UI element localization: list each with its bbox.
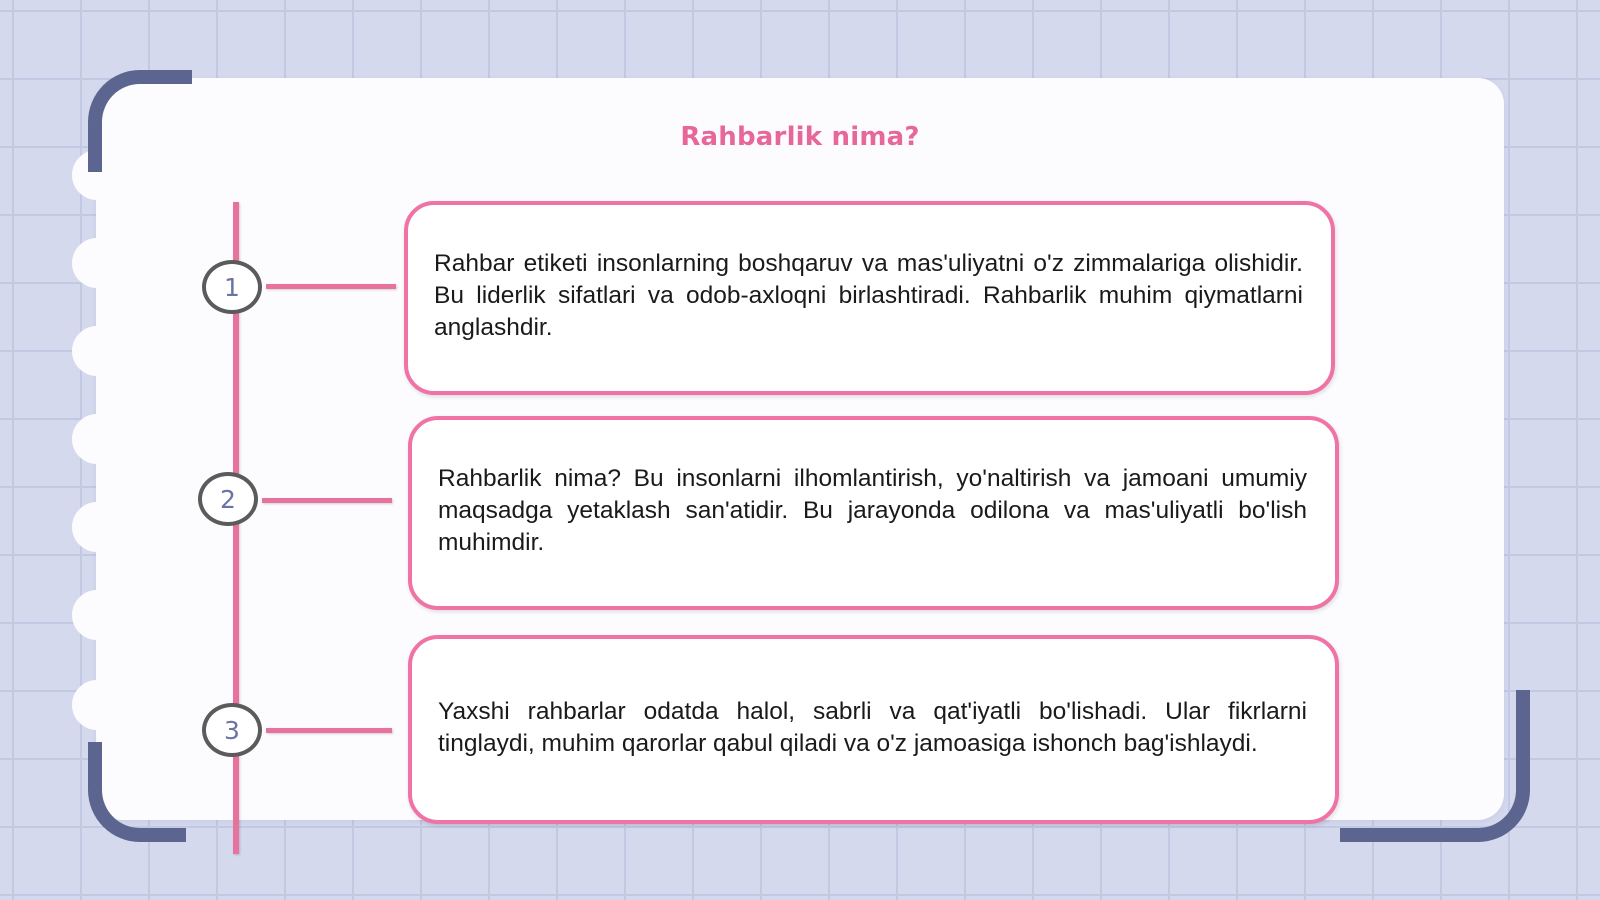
notebook-tab: [72, 414, 126, 464]
corner-bracket-bottom-left: [88, 742, 186, 842]
step-3-card: [408, 635, 1339, 824]
notebook-tab: [72, 502, 126, 552]
step-1-badge: 1: [202, 260, 262, 314]
timeline-connector: [266, 728, 392, 733]
step-2-text: Rahbarlik nima? Bu insonlarni ilhomlantirish, yo'naltirish va jamoani umumiy maqsadga yetaklash san'atidir. Bu jarayonda odilona va mas'uliyatli bo'lish muhimdir.: [438, 465, 1307, 556]
notebook-tab: [72, 680, 126, 730]
step-1-card: [404, 201, 1335, 395]
step-2-card: [408, 416, 1339, 610]
notebook-tab: [72, 238, 126, 288]
corner-bracket-top-left: [88, 70, 192, 172]
timeline-connector: [262, 498, 392, 503]
timeline-connector: [266, 284, 396, 289]
corner-bracket-bottom-right: [1340, 690, 1530, 842]
step-1-text: Rahbar etiketi insonlarning boshqaruv va mas'uliyatni o'z zimmalariga olishidir. Bu liderlik sifatlari va odob-axloqni birlashtiradi. Rahbarlik muhim qiymatlarni anglashdir.: [434, 250, 1303, 341]
step-3-badge: 3: [202, 703, 262, 757]
slide-title: Rahbarlik nima?: [680, 122, 920, 152]
step-3-text: Yaxshi rahbarlar odatda halol, sabrli va qat'iyatli bo'lishadi. Ular fikrlarni tinglaydi, muhim qarorlar qabul qiladi va o'z jamoasiga ishonch bag'ishlaydi.: [438, 697, 1307, 757]
notebook-tab: [72, 326, 126, 376]
notebook-tab: [72, 590, 126, 640]
step-2-badge: 2: [198, 472, 258, 526]
